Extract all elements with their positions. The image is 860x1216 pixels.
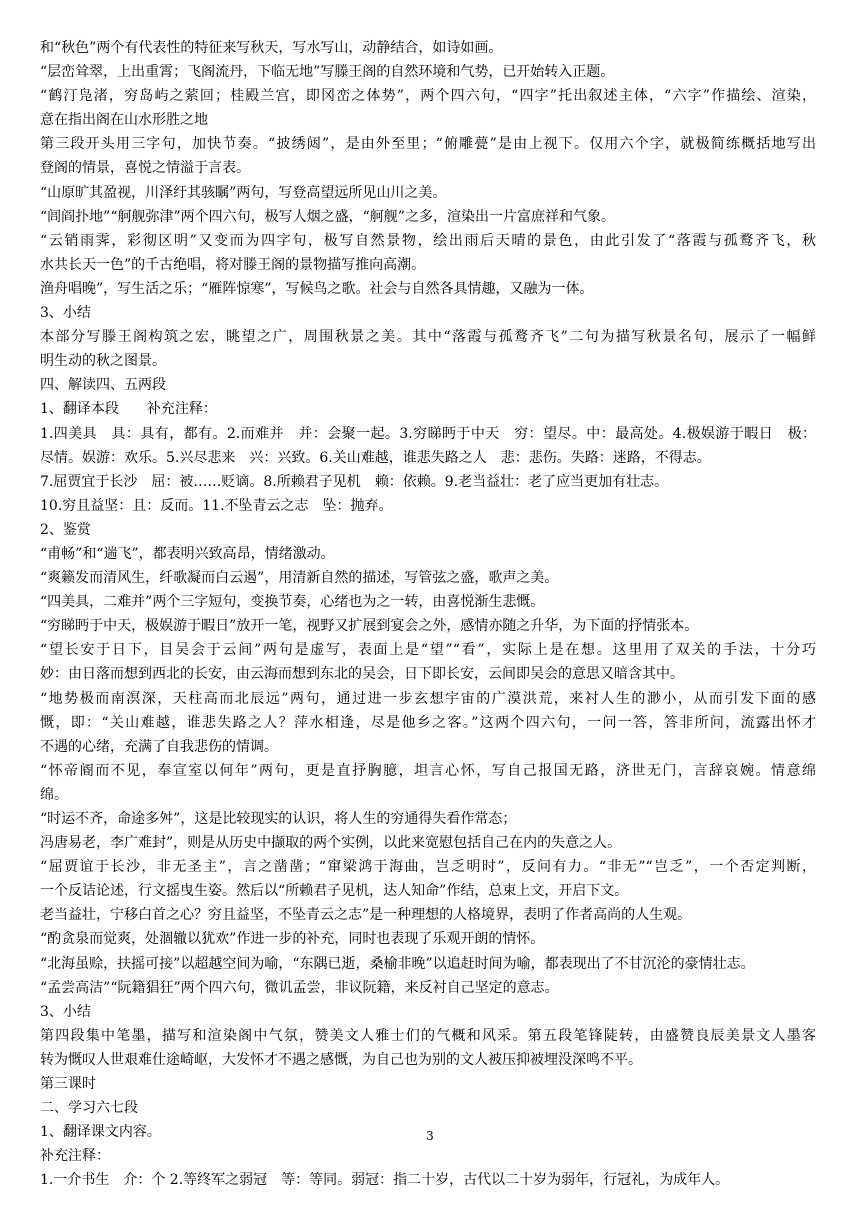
text-line: 登阁的情景，喜悦之情溢于言表。 xyxy=(40,160,250,177)
text-line: “四美具，二难并”两个三字短句，变换节奏，心绪也为之一转，由喜悦渐生悲慨。 xyxy=(40,594,545,611)
paragraph xyxy=(40,687,816,759)
text-line: “山原旷其盈视，川泽纡其骇瞩”两句，写登高望远所见山川之美。 xyxy=(40,184,447,201)
text-line: “云销雨霁，彩彻区明”又变而为四字句，极写自然景物，绘出雨后天晴的景色，由此引发了“落霞与孤鹜齐飞，秋 xyxy=(40,232,816,249)
paragraph xyxy=(40,205,816,229)
paragraph xyxy=(40,60,816,84)
text-line: 第三段开头用三字句，加快节奏。“披绣闼”，是由外至里；“俯雕甍”是由上视下。仅用六个字，就极简练概括地写出 xyxy=(40,136,816,153)
paragraph xyxy=(40,614,816,638)
paragraph xyxy=(40,542,816,566)
paragraph xyxy=(40,1168,816,1192)
text-line: 慨，即：“关山难越，谁悲失路之人？萍水相逢，尽是他乡之客。”这两个四六句，一问一答，答非所问，流露出怀才 xyxy=(40,714,816,731)
paragraph xyxy=(40,1144,816,1168)
paragraph xyxy=(40,1024,816,1072)
paragraph xyxy=(40,759,816,807)
text-line: 明生动的秋之图景。 xyxy=(40,353,166,370)
paragraph xyxy=(40,638,816,686)
text-line: “时运不齐，命途多舛”，这是比较现实的认识，将人生的穷通得失看作常态； xyxy=(40,811,517,827)
text-line: 第三课时 xyxy=(40,1076,96,1093)
text-line: 3、小结 xyxy=(40,1003,91,1020)
text-line: 妙：由日落而想到西北的长安，由云海而想到东北的吴会，日下即长安，云间即吴会的意思又暗含其中。 xyxy=(40,666,684,683)
paragraph xyxy=(40,927,816,951)
paragraph xyxy=(40,181,816,205)
paragraph xyxy=(40,325,816,373)
paragraph xyxy=(40,132,816,180)
paragraph xyxy=(40,397,816,421)
text-line: “闾阎扑地”“舸舰弥津”两个四六句，极写人烟之盛，“舸舰”之多，渲染出一片富庶祥和气象。 xyxy=(40,208,615,225)
text-line: 1、翻译本段 补充注释： xyxy=(40,401,217,418)
paragraph xyxy=(40,422,816,470)
paragraph xyxy=(40,590,816,614)
text-line: 尽情。娱游：欢乐。5.兴尽悲来 兴：兴致。6.关山难越，谁悲失路之人 悲：悲伤。失路：迷路，不得志。 xyxy=(40,449,711,466)
text-line: 转为慨叹人世艰难仕途崎岖，大发怀才不遇之感慨，为自己也为别的文人被压抑被埋没深鸣不平。 xyxy=(40,1051,642,1068)
text-line: “甫畅”和“遄飞”，都表明兴致高昂，情绪激动。 xyxy=(40,545,335,562)
text-line: 3、小结 xyxy=(40,305,91,322)
text-line: “鹤汀凫渚，穷岛屿之萦回；桂殿兰宫，即冈峦之体势”，两个四六句，“四字”托出叙述主体，“六字”作描绘、渲染， xyxy=(40,88,816,105)
paragraph xyxy=(40,1096,816,1120)
paragraph xyxy=(40,566,816,590)
paragraph xyxy=(40,976,816,1000)
paragraph xyxy=(40,1072,816,1096)
text-line: 补充注释： xyxy=(40,1148,110,1165)
text-line: 第四段集中笔墨，描写和渲染阁中气氛，赞美文人雅士们的气概和风采。第五段笔锋陡转，由盛赞良辰美景文人墨客 xyxy=(40,1027,816,1044)
paragraph xyxy=(40,36,816,60)
text-line: 意在指出阁在山水形胜之地 xyxy=(40,112,208,129)
text-line: 冯唐易老，李广难封”，则是从历史中撷取的两个实例，以此来宽慰包括自己在内的失意之人。 xyxy=(40,835,622,852)
paragraph xyxy=(40,903,816,927)
text-line: 渔舟唱晚”，写生活之乐；“雁阵惊寒”，写候鸟之歌。社会与自然各具情趣，又融为一体。 xyxy=(40,280,594,297)
paragraph xyxy=(40,1000,816,1024)
paragraph xyxy=(40,518,816,542)
paragraph xyxy=(40,855,816,903)
text-line: 1、翻译课文内容。 xyxy=(40,1124,161,1141)
text-line: “怀帝阍而不见，奉宣室以何年”两句，更是直抒胸臆，坦言心怀，写自己报国无路，济世无门，言辞哀婉。情意绵 xyxy=(40,762,816,779)
paragraph xyxy=(40,470,816,494)
paragraph xyxy=(40,277,816,301)
text-line: 二、学习六七段 xyxy=(40,1100,138,1117)
text-line: “地势极而南溟深，天柱高而北辰远”两句，通过进一步玄想宇宙的广漠洪荒，来衬人生的渺小，从而引发下面的感 xyxy=(40,690,816,707)
text-line: 老当益壮，宁移白首之心？穷且益坚，不坠青云之志”是一种理想的人格境界，表明了作者高尚的人生观。 xyxy=(40,907,692,924)
paragraph xyxy=(40,301,816,325)
text-line: 7.屈贾宜于长沙 屈：被……贬谪。8.所赖君子见机 赖：依赖。9.老当益壮：老了应当更加有壮志。 xyxy=(40,473,669,490)
text-line: 不遇的心绪，充满了自我悲伤的情调。 xyxy=(40,738,278,755)
page-number: 3 xyxy=(426,1129,434,1143)
paragraph xyxy=(40,229,816,277)
text-line: 1.一介书生 介：个 2.等终军之弱冠 等：等同。弱冠：指二十岁，古代以二十岁为弱年，行冠礼，为成年人。 xyxy=(40,1172,730,1189)
paragraph xyxy=(40,494,816,518)
text-line: 10.穷且益坚：且：反而。11.不坠青云之志 坠：抛弃。 xyxy=(40,497,393,514)
text-line: “穷睇眄于中天，极娱游于暇日”放开一笔，视野又扩展到宴会之外，感情亦随之升华，为下面的抒情张本。 xyxy=(40,618,699,635)
paragraph xyxy=(40,373,816,397)
text-line: “望长安于日下，目吴会于云间”两句是虚写，表面上是“望”“看”，实际上是在想。这里用了双关的手法，十分巧 xyxy=(40,642,816,659)
text-line: 绵。 xyxy=(40,786,68,803)
text-line: “孟尝高洁”“阮籍猖狂”两个四六句，微讥孟尝，非议阮籍，来反衬自己坚定的意志。 xyxy=(40,979,559,996)
text-line: 2、鉴赏 xyxy=(40,521,91,538)
document-body xyxy=(40,36,816,1193)
paragraph xyxy=(40,831,816,855)
text-line: “酌贪泉而觉爽，处涸辙以犹欢”作进一步的补充，同时也表现了乐观开朗的情怀。 xyxy=(40,931,545,948)
text-line: 一个反诘论述，行文摇曳生姿。然后以“所赖君子见机，达人知命”作结，总束上文，开启下文。 xyxy=(40,883,629,900)
paragraph xyxy=(40,952,816,976)
text-line: “层峦耸翠，上出重霄；飞阁流丹，下临无地”写滕王阁的自然环境和气势，已开始转入正题。 xyxy=(40,64,615,81)
text-line: “北海虽赊，扶摇可接”以超越空间为喻，“东隅已逝，桑榆非晚”以追赶时间为喻，都表现出了不甘沉沦的豪情壮志。 xyxy=(40,955,755,972)
text-line: 1.四美具 具：具有，都有。2.而难并 并：会聚一起。3.穷睇眄于中天 穷：望尽。中：最高处。4.极娱游于暇日 极： xyxy=(40,425,816,442)
text-line: “屈贾谊于长沙，非无圣主”，言之凿凿；“窜梁鸿于海曲，岂乏明时”，反问有力。“非无”“岂乏”，一个否定判断， xyxy=(40,859,816,876)
paragraph xyxy=(40,84,816,132)
text-line: 四、解读四、五两段 xyxy=(40,377,166,394)
text-line: 本部分写滕王阁构筑之宏，眺望之广，周围秋景之美。其中“落霞与孤鹜齐飞”二句为描写秋景名句，展示了一幅鲜 xyxy=(40,329,816,346)
text-line: 水共长天一色”的千古绝唱，将对滕王阁的景物描写推向高潮。 xyxy=(40,256,426,273)
text-line: 和“秋色”两个有代表性的特征来写秋天，写水写山，动静结合，如诗如画。 xyxy=(40,40,503,56)
paragraph xyxy=(40,807,816,831)
text-line: “爽籁发而清风生，纤歌凝而白云遏”，用清新自然的描述，写管弦之盛，歌声之美。 xyxy=(40,570,559,587)
